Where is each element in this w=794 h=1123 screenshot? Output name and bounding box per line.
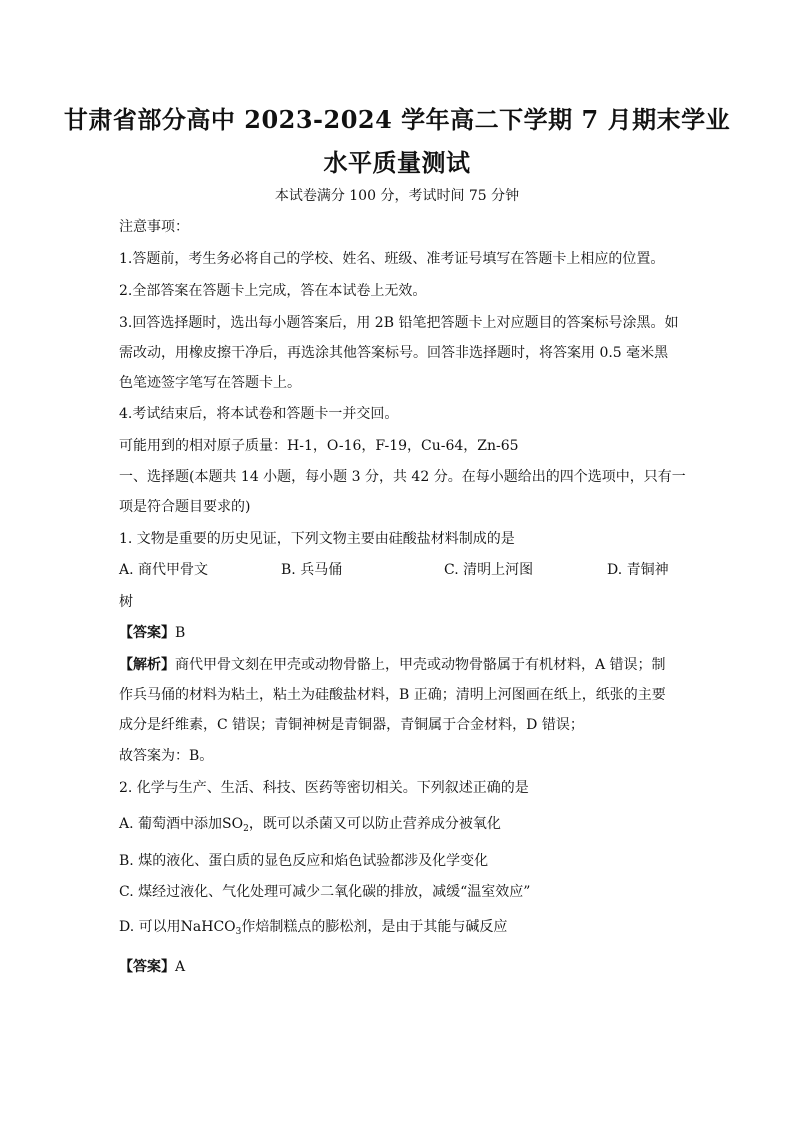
q1-option-d-continued: 树 xyxy=(119,594,133,610)
q1-stem: 1. 文物是重要的历史见证，下列文物主要由硅酸盐材料制成的是 xyxy=(119,531,515,547)
q1-option-d: D. 青铜神 xyxy=(607,562,669,578)
q2-option-a-post: ，既可以杀菌又可以防止营养成分被氧化 xyxy=(248,816,501,832)
q1-option-c: C. 清明上河图 xyxy=(444,562,534,578)
note-item-4: 4.考试结束后，将本试卷和答题卡一并交回。 xyxy=(119,406,399,422)
title-line-2: 水平质量测试 xyxy=(323,148,471,177)
q1-answer-value: B xyxy=(175,625,186,641)
exam-info: 本试卷满分 100 分，考试时间 75 分钟 xyxy=(274,188,520,204)
q1-analysis-label: 【解析】 xyxy=(119,657,175,673)
note-item-1: 1.答题前，考生务必将自己的学校、姓名、班级、准考证号填写在答题卡上相应的位置。 xyxy=(119,251,665,267)
q2-option-b: B. 煤的液化、蛋白质的显色反应和焰色试验都涉及化学变化 xyxy=(119,853,489,869)
q1-answer-label: 【答案】 xyxy=(119,625,175,641)
section1-line-2: 项是符合题目要求的) xyxy=(119,499,251,515)
q2-option-a-formula: SO xyxy=(222,816,244,832)
note-item-2: 2.全部答案在答题卡上完成，答在本试卷上无效。 xyxy=(119,283,427,299)
atomic-masses: 可能用到的相对原子质量：H-1，O-16，F-19，Cu-64，Zn-65 xyxy=(119,438,519,454)
q2-answer-value: A xyxy=(175,959,186,975)
title-line-1: 甘肃省部分高中 2023-2024 学年高二下学期 7 月期末学业 xyxy=(63,105,731,134)
q2-answer xyxy=(119,958,679,976)
q1-answer xyxy=(119,624,679,642)
q1-conclusion: 故答案为：B。 xyxy=(119,748,214,764)
note-item-3-line-3: 色笔迹签字笔写在答题卡上。 xyxy=(119,375,301,391)
q1-option-b: B. 兵马俑 xyxy=(281,562,343,578)
q2-answer-label: 【答案】 xyxy=(119,959,175,975)
q2-option-d xyxy=(119,918,679,941)
q2-option-d-post: 作焙制糕点的膨松剂，是由于其能与碱反应 xyxy=(241,919,508,935)
q2-option-a-subscript: 2 xyxy=(243,824,249,834)
q2-option-d-subscript: 3 xyxy=(235,927,242,937)
q2-option-a-pre: A. 葡萄酒中添加 xyxy=(119,816,223,832)
note-item-3-line-2: 需改动，用橡皮擦干净后，再选涂其他答案标号。回答非选择题时，将答案用 0.5 毫米黑 xyxy=(119,345,669,361)
section1-line-1: 一、选择题(本题共 14 小题，每小题 3 分，共 42 分。在每小题给出的四个选项中，只有一 xyxy=(119,469,686,485)
q2-option-c: C. 煤经过液化、气化处理可减少二氧化碳的排放，减缓“温室效应” xyxy=(119,884,531,900)
note-item-3-line-1: 3.回答选择题时，选出每小题答案后，用 2B 铅笔把答题卡上对应题目的答案标号涂黑。如 xyxy=(119,315,679,331)
q1-analysis-line-3: 成分是纤维素，C 错误；青铜神树是青铜器，青铜属于合金材料，D 错误； xyxy=(119,717,584,733)
q1-option-a: A. 商代甲骨文 xyxy=(119,562,209,578)
q2-option-d-pre: D. 可以用 xyxy=(119,919,181,935)
q2-stem: 2. 化学与生产、生活、科技、医药等密切相关。下列叙述正确的是 xyxy=(119,780,529,796)
q1-analysis-line-2: 作兵马俑的材料为粘土，粘土为硅酸盐材料，B 正确；清明上河图画在纸上，纸张的主要 xyxy=(119,687,666,703)
q2-option-a xyxy=(119,815,679,838)
q2-option-d-formula: NaHCO xyxy=(180,919,236,935)
notes-heading: 注意事项： xyxy=(119,219,189,235)
q1-analysis-text-1: 商代甲骨文刻在甲壳或动物骨骼上，甲壳或动物骨骼属于有机材料，A 错误；制 xyxy=(175,657,666,673)
q1-analysis-line-1 xyxy=(119,656,679,674)
